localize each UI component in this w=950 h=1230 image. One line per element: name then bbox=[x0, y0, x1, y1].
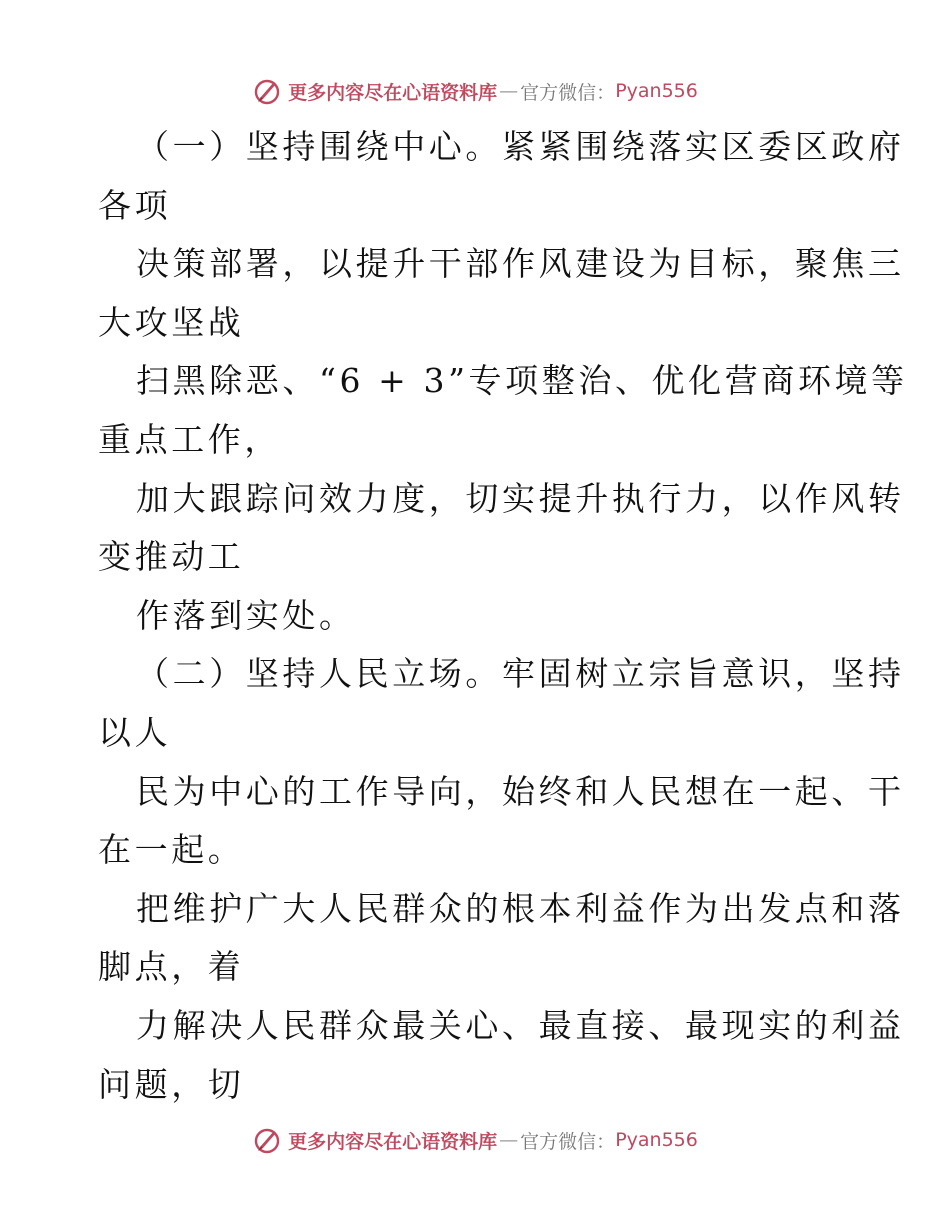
footer-watermark bbox=[0, 1120, 950, 1160]
text-line: 力解决人民群众最关心、最直接、最现实的利益 bbox=[136, 1005, 905, 1045]
text-line: 重点工作， bbox=[98, 419, 281, 459]
text-line: 以人 bbox=[98, 712, 172, 752]
watermark-site-name: 更多内容尽在心语资料库 bbox=[288, 81, 498, 104]
watermark-wechat-id: Pyan556 bbox=[615, 1129, 698, 1151]
text-line: 各项 bbox=[98, 185, 172, 225]
text-line: 问题，切 bbox=[98, 1064, 245, 1104]
watermark-wechat-label: 官方微信： bbox=[520, 1130, 616, 1153]
text-line: （一）坚持围绕中心。紧紧围绕落实区委区政府 bbox=[136, 127, 905, 166]
text-line: 把维护广大人民群众的根本利益作为出发点和落 bbox=[136, 888, 905, 928]
text-line: 民为中心的工作导向，始终和人民想在一起、干 bbox=[136, 771, 905, 811]
text-line: （二）坚持人民立场。牢固树立宗旨意识，坚持 bbox=[136, 654, 905, 694]
text-line: 脚点，着 bbox=[98, 947, 245, 987]
watermark-wechat-id: Pyan556 bbox=[615, 80, 698, 102]
text-line: 变推动工 bbox=[98, 537, 245, 577]
feather-pen-logo-icon bbox=[252, 1125, 282, 1155]
text-line: 大攻坚战 bbox=[98, 302, 245, 342]
text-line: 决策部署，以提升干部作风建设为目标，聚焦三 bbox=[136, 244, 905, 284]
text-line: 扫黑除恶、“6 + 3”专项整治、优化营商环境等 bbox=[136, 361, 908, 401]
header-watermark bbox=[0, 71, 950, 111]
text-line: 作落到实处。 bbox=[136, 595, 356, 635]
watermark-wechat-label: 官方微信： bbox=[520, 81, 616, 104]
feather-pen-logo-icon bbox=[252, 76, 282, 106]
watermark-dash: — bbox=[499, 80, 519, 102]
text-line: 在一起。 bbox=[98, 830, 245, 870]
document-body bbox=[98, 118, 908, 1114]
text-line: 加大跟踪问效力度，切实提升执行力，以作风转 bbox=[136, 478, 905, 518]
watermark-dash: — bbox=[499, 1129, 519, 1151]
watermark-site-name: 更多内容尽在心语资料库 bbox=[288, 1130, 498, 1153]
